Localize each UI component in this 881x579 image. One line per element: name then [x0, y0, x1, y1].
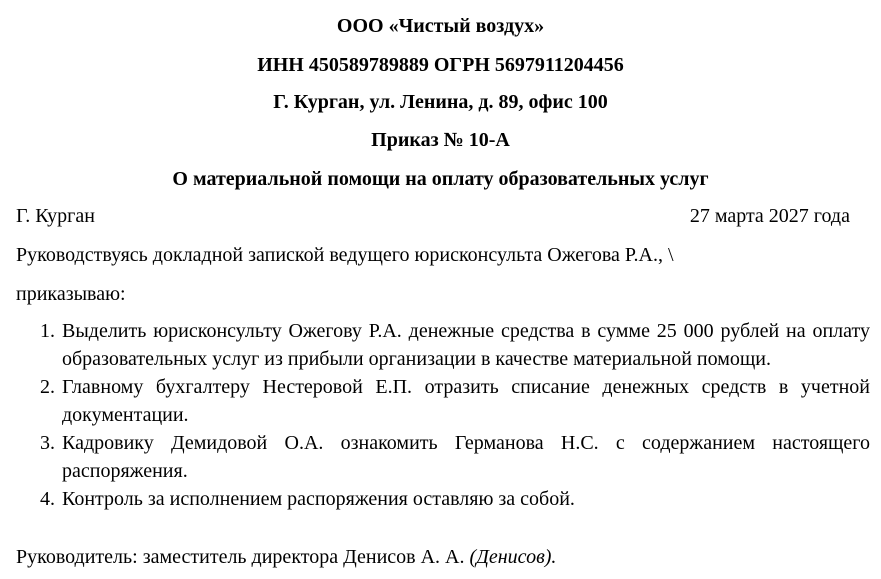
- signature-name: (Денисов).: [469, 546, 557, 568]
- signature-line: [16, 545, 556, 569]
- list-item-number: 2.: [40, 376, 55, 398]
- organization-address: Г. Курган, ул. Ленина, д. 89, офис 100: [273, 91, 608, 113]
- order-city: Г. Курган: [16, 205, 95, 227]
- list-item-number: 4.: [40, 488, 55, 510]
- order-word: приказываю:: [16, 283, 126, 305]
- list-item-number: 1.: [40, 320, 55, 342]
- list-item: [40, 429, 870, 485]
- order-date: 27 марта 2027 года: [689, 205, 850, 227]
- order-title: Приказ № 10-А: [371, 129, 510, 151]
- list-item: [40, 317, 870, 373]
- list-item-text: Кадровику Демидовой О.А. ознакомить Германова Н.С. с содержанием настоящего распоряжения.: [62, 432, 870, 482]
- organization-requisites: ИНН 450589789889 ОГРН 5697911204456: [257, 54, 624, 76]
- list-item-text: Главному бухгалтеру Нестеровой Е.П. отразить списание денежных средств в учетной документации.: [62, 376, 870, 426]
- organization-name: ООО «Чистый воздух»: [336, 15, 545, 37]
- list-item-text: Выделить юрисконсульту Ожегову Р.А. денежные средства в сумме 25 000 рублей на оплату образовательных услуг из прибыли организации в качестве материальной помощи.: [62, 320, 870, 370]
- list-item-text: Контроль за исполнением распоряжения оставляю за собой.: [62, 488, 575, 510]
- list-item-number: 3.: [40, 432, 55, 454]
- signature-label: Руководитель: заместитель директора Денисов А. А.: [16, 546, 465, 568]
- order-subject: О материальной помощи на оплату образовательных услуг: [172, 168, 709, 190]
- order-preamble: Руководствуясь докладной запиской ведущего юрисконсульта Ожегова Р.А., \: [16, 244, 674, 266]
- list-item: [40, 485, 870, 513]
- order-items-list: [40, 317, 870, 513]
- list-item: [40, 373, 870, 429]
